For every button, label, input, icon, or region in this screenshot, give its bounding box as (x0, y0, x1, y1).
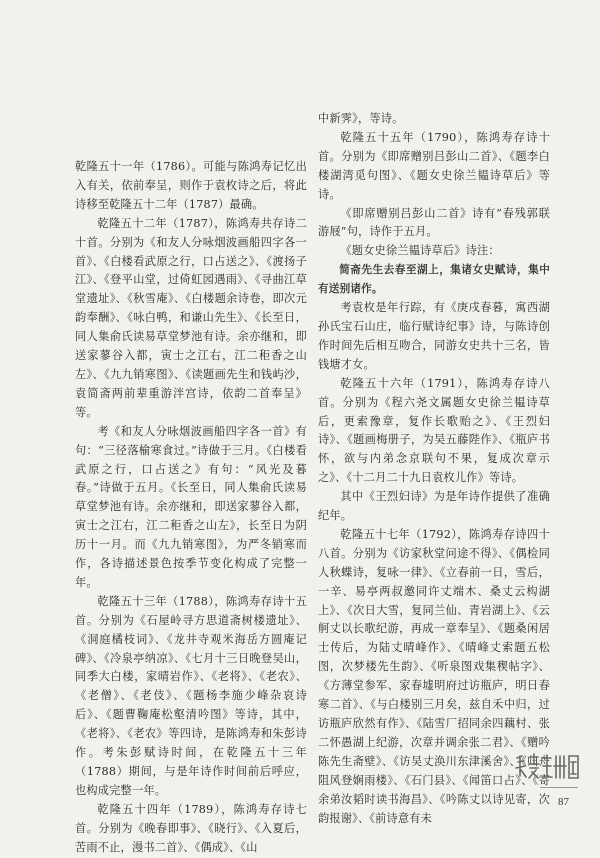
paragraph: 乾隆五十六年（1791），陈鸿寿存诗八首。分别为《程六尧文属题女史徐兰韫诗草后，更索豫章，复作长歌贻之》、《王烈妇诗》、《题画梅册子，为吴五藤陛作》、《瓶庐书怀，欲与内弟念京联句不果，复成次章示之》、《十二月二十九日袁枚儿作》等诗。 (318, 376, 550, 485)
right-text-column (318, 110, 550, 828)
paragraph: 其中《王烈妇诗》为是年诗作提供了准确纪年。 (318, 490, 550, 523)
quoted-annotation: 简斋先生去春至湖上，集诸女史赋诗，集中有送别诸作。 (318, 264, 550, 296)
paragraph: 考《和友人分咏烟波画船四字各一首》有句：“三径落榆寒食过。”诗做于三月。《白楼看武原之行，口占送之》有句：“风光及暮春。”诗做于五月。《长至日，同人集俞氏读易草堂梦池有诗。余亦继和，即送家蓼谷入都，寅士之江右，江二秬香之山左》，长至日为阴历十一月。而《九九销寒图》，为严冬销寒而作，各诗描述景色按季节变化构成了完整一年。 (75, 424, 307, 589)
calligraphy-seal-mark (514, 752, 580, 782)
paragraph: 中新霁》，等诗。 (318, 112, 404, 125)
paragraph: 《题女史徐兰韫诗草后》诗注： (340, 244, 500, 258)
paragraph: 乾隆五十七年（1792），陈鸿寿存诗四十八首。分别为《访家秋堂问途不得》、《偶检同人秋蝶诗，复咏一律》、《立春前一日，雪后，一辛、易亭两叔邀同许丈端木、桑丈云构湖上》、《次日大雪，复同兰仙、青岩湖上》、《云舸丈以长歌纪游，再成一章奉呈》、《题桑闲居士传后，为陆丈晴峰作》、《晴峰丈索题五松图，次梦楼先生韵》、《听泉图戏集稧帖字》、《方薄堂参军、家春墟明府过访瓶庐，明日春寒二首》、《与白楼别三月矣，兹自禾中归，过访瓶庐欣然有作》、《陆雪厂招同余四藕村、张二怀愚湖上纪游，次章并调余张二君》、《赠吟陈先生斋壁》、《访吴丈涣川东津溪舍》、《归舟阻风登娴雨楼》、《石门县》、《闻笛口占》、《寄余弟汝韬时读书海昌》、《吟陈丈以诗见寄，次韵报谢》、《前诗意有未 (318, 527, 550, 825)
page-number-rule (540, 787, 578, 788)
paragraph: 乾隆五十二年（1787），陈鸿寿共存诗二十首。分别为《和友人分咏烟波画船四字各一首》、《白楼看武原之行，口占送之》、《渡扬子江》、《登平山堂，过倚虹园遇雨》、《寻曲江草堂遗址》、《秋雪庵》、《白楼题余诗卷，即次元韵奉酬》、《咏白鸭，和谦山先生》、《长至日，同人集俞氏读易草堂梦池有诗。余亦继和，即送家蓼谷入都，寅士之江右，江二秬香之山左》、《九九销寒图》、《读题画先生和钱屿沙，袁简斋两前辈重游泮宫诗，依韵二首奉呈》等。 (75, 216, 307, 419)
paragraph: 乾隆五十三年（1788），陈鸿寿存诗十五首。分别为《石屋岭寻方思道斋树楼遗址》、《洞庭橘枝词》、《龙井寺观米海岳方圆庵记碑》、《冷泉亭纳凉》、《七月十三日晚登吴山，同季大白楼，家晴岩作》、《老将》、《老农》、《老僧》、《老伎》、《题杨李施少峰杂哀诗后》、《题曹鞠庵松壑清吟图》等诗，其中，《老将》、《老农》等四诗，是陈鸿寿和朱彭诗作。考朱彭赋诗时间，在乾隆五十三年（1788）期间，与是年诗作时间前后呼应，也构成完整一年。 (75, 594, 307, 797)
paragraph: 乾隆五十四年（1789），陈鸿寿存诗七首。分别为《晚春即事》、《晓行》、《入夏后，苦雨不止，漫书二首》、《偶成》、《山 (75, 802, 307, 854)
page-number: 87 (558, 796, 569, 808)
paragraph: 考袁枚是年行踪，有《庚戌春暮，寓西湖孙氏宝石山庄，临行赋诗纪事》诗，与陈诗创作时间先后相互吻合，同游女史共十三名，皆钱塘才女。 (318, 301, 550, 371)
paragraph: 《即席赠别吕彭山二首》诗有“春残郭联游屐”句，诗作于五月。 (318, 206, 550, 239)
paragraph: 乾隆五十五年（1790），陈鸿寿存诗十首。分别为《即席赠别吕彭山二首》、《题李白楼湖湾觅句图》、《题女史徐兰韫诗草后》等诗。 (318, 130, 550, 201)
left-text-column (75, 158, 307, 858)
paragraph: 乾隆五十一年（1786）。可能与陈鸿寿记忆出入有关，依前奉呈，则作于袁枚诗之后，将此诗移至乾隆五十二年（1787）最确。 (75, 160, 307, 211)
